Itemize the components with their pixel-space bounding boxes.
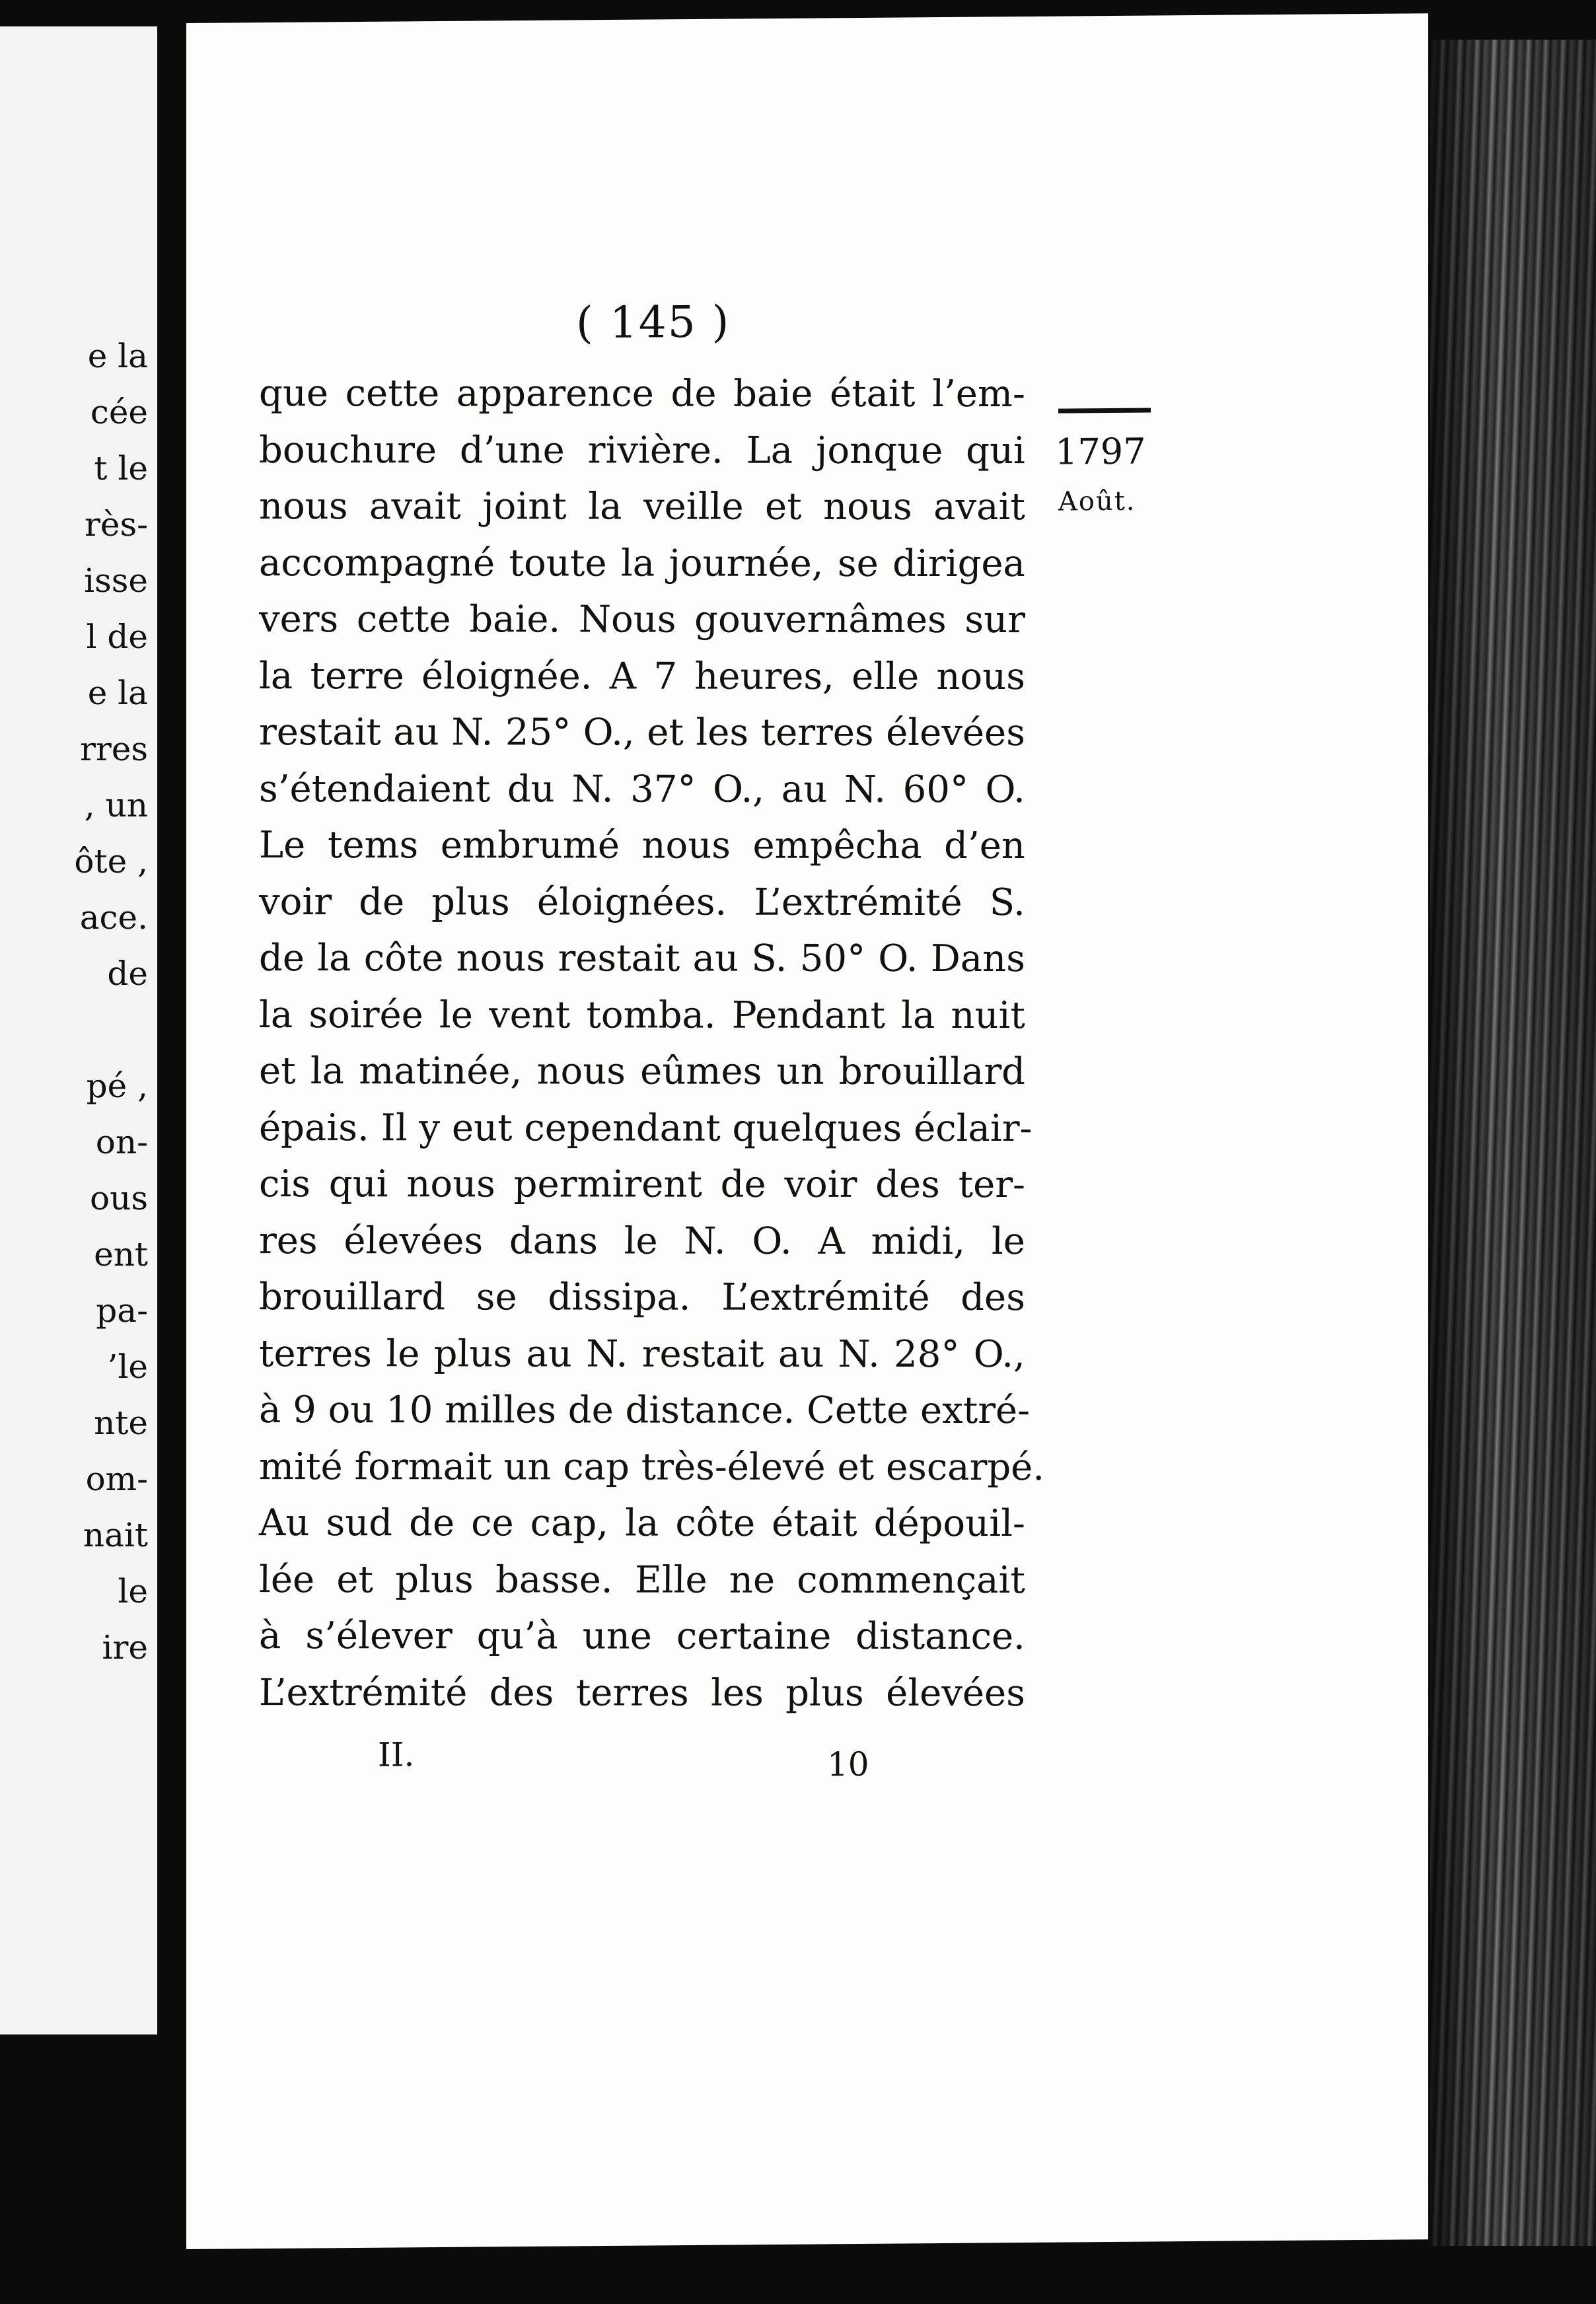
text-line: Le tems embrumé nous empêcha d’en	[258, 824, 1026, 868]
text-line: lée et plus basse. Elle ne commençait	[258, 1558, 1026, 1602]
left-page-line: ace.	[79, 898, 148, 937]
text-line: cis qui nous permirent de voir des ter-	[258, 1163, 1026, 1207]
left-page-line: l de	[86, 618, 148, 656]
book-page	[186, 13, 1428, 2249]
text-line: terres le plus au N. restait au N. 28° O.,	[258, 1332, 1026, 1376]
text-line: accompagné toute la journée, se dirigea	[258, 541, 1026, 585]
left-page-fragment	[0, 26, 157, 2034]
text-line: s’étendaient du N. 37° O., au N. 60° O.	[258, 767, 1026, 811]
text-line: et la matinée, nous eûmes un brouillard	[258, 1050, 1026, 1094]
signature-mark: II.	[378, 1735, 415, 1774]
text-line: de la côte nous restait au S. 50° O. Dans	[258, 937, 1026, 981]
left-page-line: pa-	[96, 1291, 148, 1330]
text-line: que cette apparence de baie était l’em-	[258, 372, 1026, 416]
text-line: nous avait joint la veille et nous avait	[258, 485, 1026, 529]
left-page-line: on-	[95, 1123, 148, 1161]
text-line: épais. Il y eut cependant quelques éclair-	[258, 1106, 1033, 1150]
left-page-line: ent	[94, 1235, 148, 1274]
left-page-line: rès-	[84, 505, 148, 544]
left-page-line: de	[107, 954, 148, 993]
left-page-line: ire	[102, 1628, 148, 1667]
book-edge-shade	[1430, 40, 1596, 2246]
text-line: vers cette baie. Nous gouvernâmes sur	[258, 598, 1026, 642]
left-page-line: ’le	[107, 1348, 148, 1386]
margin-month: Août.	[1058, 486, 1136, 517]
text-line: la soirée le vent tomba. Pendant la nuit	[258, 993, 1026, 1037]
body-text	[258, 363, 1045, 1724]
text-line: brouillard se dissipa. L’extrémité des	[258, 1276, 1026, 1320]
left-page-line: e la	[87, 337, 148, 375]
left-page-line: nte	[94, 1404, 148, 1442]
margin-rule	[1058, 408, 1151, 414]
text-line: res élevées dans le N. O. A midi, le	[258, 1219, 1026, 1263]
left-page-line: e la	[87, 674, 148, 712]
left-page-line: nait	[83, 1516, 148, 1554]
text-line: mité formait un cap très-élevé et escarpé.	[258, 1445, 1045, 1489]
left-page-line: ôte ,	[74, 842, 148, 881]
left-page-line: isse	[84, 561, 148, 600]
left-page-line: cée	[90, 393, 148, 431]
text-line: la terre éloignée. A 7 heures, elle nous	[258, 654, 1026, 698]
left-page-line: , un	[84, 786, 148, 824]
text-line: bouchure d’une rivière. La jonque qui	[258, 428, 1026, 472]
text-line: L’extrémité des terres les plus élevées	[258, 1671, 1026, 1715]
margin-year: 1797	[1055, 430, 1146, 473]
text-line: restait au N. 25° O., et les terres élevées	[258, 711, 1026, 755]
left-page-line: le	[118, 1572, 148, 1610]
left-page-line: pé ,	[86, 1067, 148, 1105]
left-page-line: ous	[90, 1179, 148, 1217]
left-page-line: om-	[85, 1460, 148, 1498]
text-line: Au sud de ce cap, la côte était dépouil-	[258, 1501, 1026, 1546]
left-page-line: t le	[94, 449, 148, 487]
text-line: à 9 ou 10 milles de distance. Cette extré-	[258, 1388, 1031, 1433]
text-line: à s’élever qu’à une certaine distance.	[258, 1614, 1026, 1659]
page-number: ( 145 )	[576, 296, 731, 349]
left-page-line: rres	[79, 730, 148, 768]
text-line: voir de plus éloignées. L’extrémité S.	[258, 880, 1026, 924]
footer-number: 10	[827, 1745, 869, 1784]
